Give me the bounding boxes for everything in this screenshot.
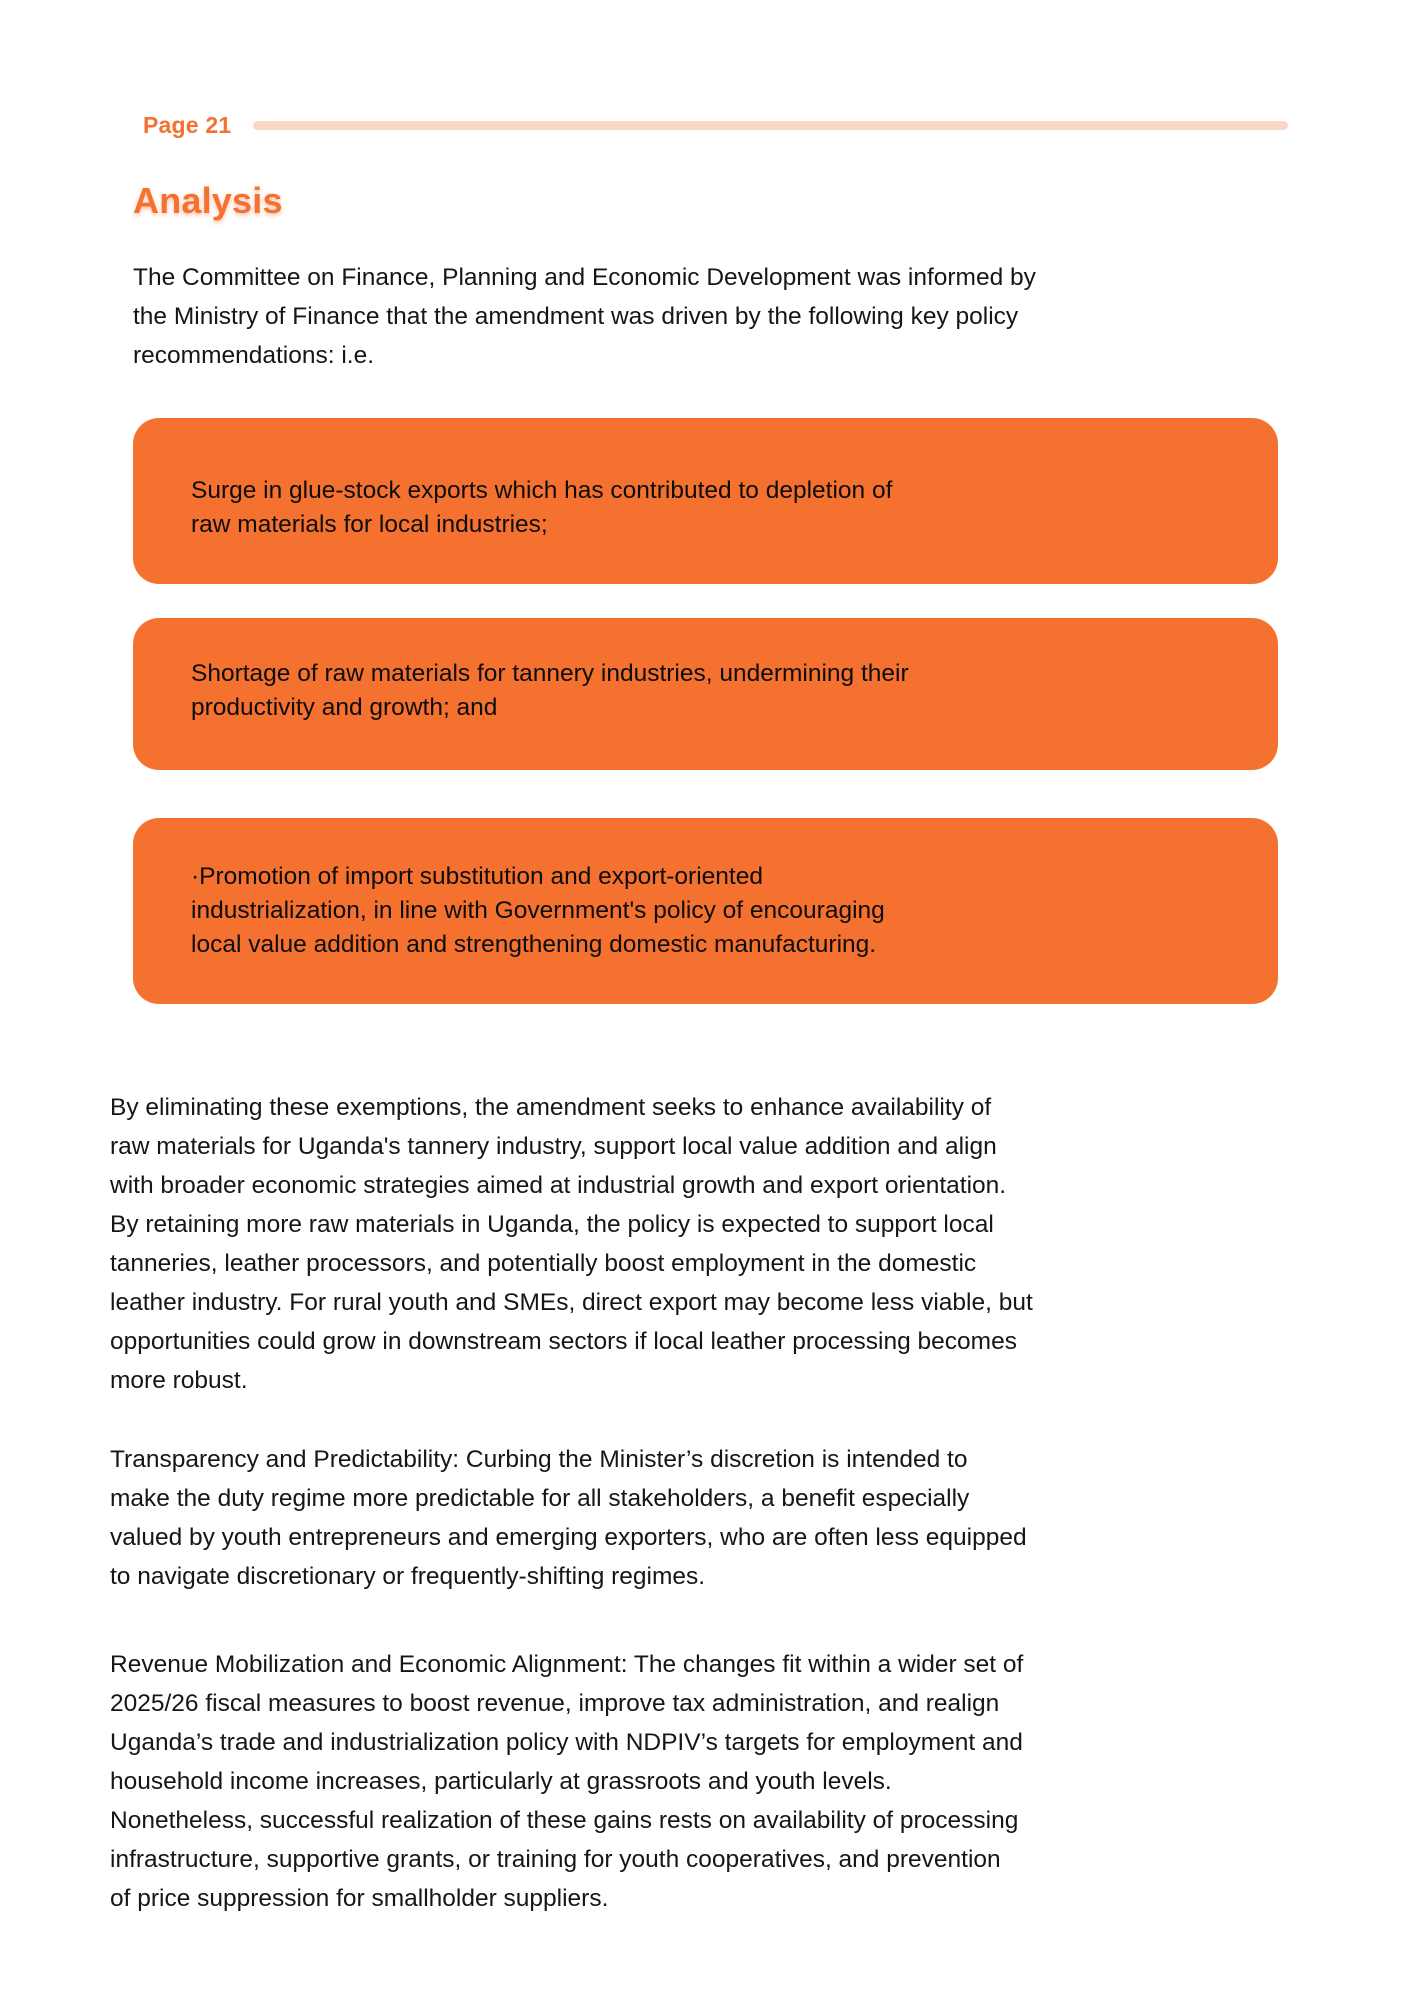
body-1-line-3: with broader economic strategies aimed at industrial growth and export orientation. [110,1172,1007,1199]
body-2-line-3: valued by youth entrepreneurs and emerging exporters, who are often less equipped [110,1524,1027,1551]
intro-paragraph [133,258,1288,375]
body-paragraph-1 [110,1088,1288,1400]
page-header [143,112,1288,139]
intro-line-1: The Committee on Finance, Planning and Economic Development was informed by [133,264,1036,291]
body-paragraph-2 [110,1440,1288,1596]
callout-3-line-1: ·Promotion of import substitution and export-oriented [191,863,763,890]
callout-box-1 [133,418,1278,584]
body-2-line-1: Transparency and Predictability: Curbing the Minister’s discretion is intended to [110,1446,968,1473]
intro-line-3: recommendations: i.e. [133,342,375,369]
callout-2-line-1: Shortage of raw materials for tannery industries, undermining their [191,660,909,687]
body-3-line-5: Nonetheless, successful realization of these gains rests on availability of processing [110,1807,1019,1834]
body-1-line-8: more robust. [110,1367,248,1394]
body-3-line-1: Revenue Mobilization and Economic Alignment: The changes fit within a wider set of [110,1651,1024,1678]
body-1-line-6: leather industry. For rural youth and SMEs, direct export may become less viable, but [110,1289,1033,1316]
callout-box-2 [133,618,1278,770]
body-1-line-1: By eliminating these exemptions, the amendment seeks to enhance availability of [110,1094,992,1121]
body-3-line-7: of price suppression for smallholder suppliers. [110,1885,609,1912]
body-3-line-3: Uganda’s trade and industrialization policy with NDPIV’s targets for employment and [110,1729,1023,1756]
body-1-line-2: raw materials for Uganda's tannery industry, support local value addition and align [110,1133,997,1160]
callout-box-3-text [133,860,1278,962]
body-3-line-4: household income increases, particularly at grassroots and youth levels. [110,1768,892,1795]
body-3-line-2: 2025/26 fiscal measures to boost revenue, improve tax administration, and realign [110,1690,1000,1717]
callout-1-line-1: Surge in glue-stock exports which has contributed to depletion of [191,477,893,504]
body-2-line-4: to navigate discretionary or frequently-shifting regimes. [110,1563,706,1590]
body-1-line-7: opportunities could grow in downstream sectors if local leather processing becomes [110,1328,1017,1355]
section-heading-analysis: Analysis [133,180,283,221]
body-paragraph-3 [110,1645,1288,1918]
body-1-line-5: tanneries, leather processors, and potentially boost employment in the domestic [110,1250,977,1277]
body-1-line-4: By retaining more raw materials in Uganda, the policy is expected to support local [110,1211,994,1238]
callout-3-line-3: local value addition and strengthening domestic manufacturing. [191,931,877,958]
body-2-line-2: make the duty regime more predictable for all stakeholders, a benefit especially [110,1485,970,1512]
callout-3-line-2: industrialization, in line with Government's policy of encouraging [191,897,885,924]
callout-box-2-text [133,657,1278,731]
callout-box-1-text [133,460,1278,542]
callout-2-line-2: productivity and growth; and [191,694,498,721]
intro-line-2: the Ministry of Finance that the amendment was driven by the following key policy [133,303,1019,330]
page-number-label: Page 21 [143,112,232,138]
callout-box-3 [133,818,1278,1004]
callout-1-line-2: raw materials for local industries; [191,511,548,538]
header-divider-rule [253,121,1288,130]
body-3-line-6: infrastructure, supportive grants, or training for youth cooperatives, and prevention [110,1846,1001,1873]
